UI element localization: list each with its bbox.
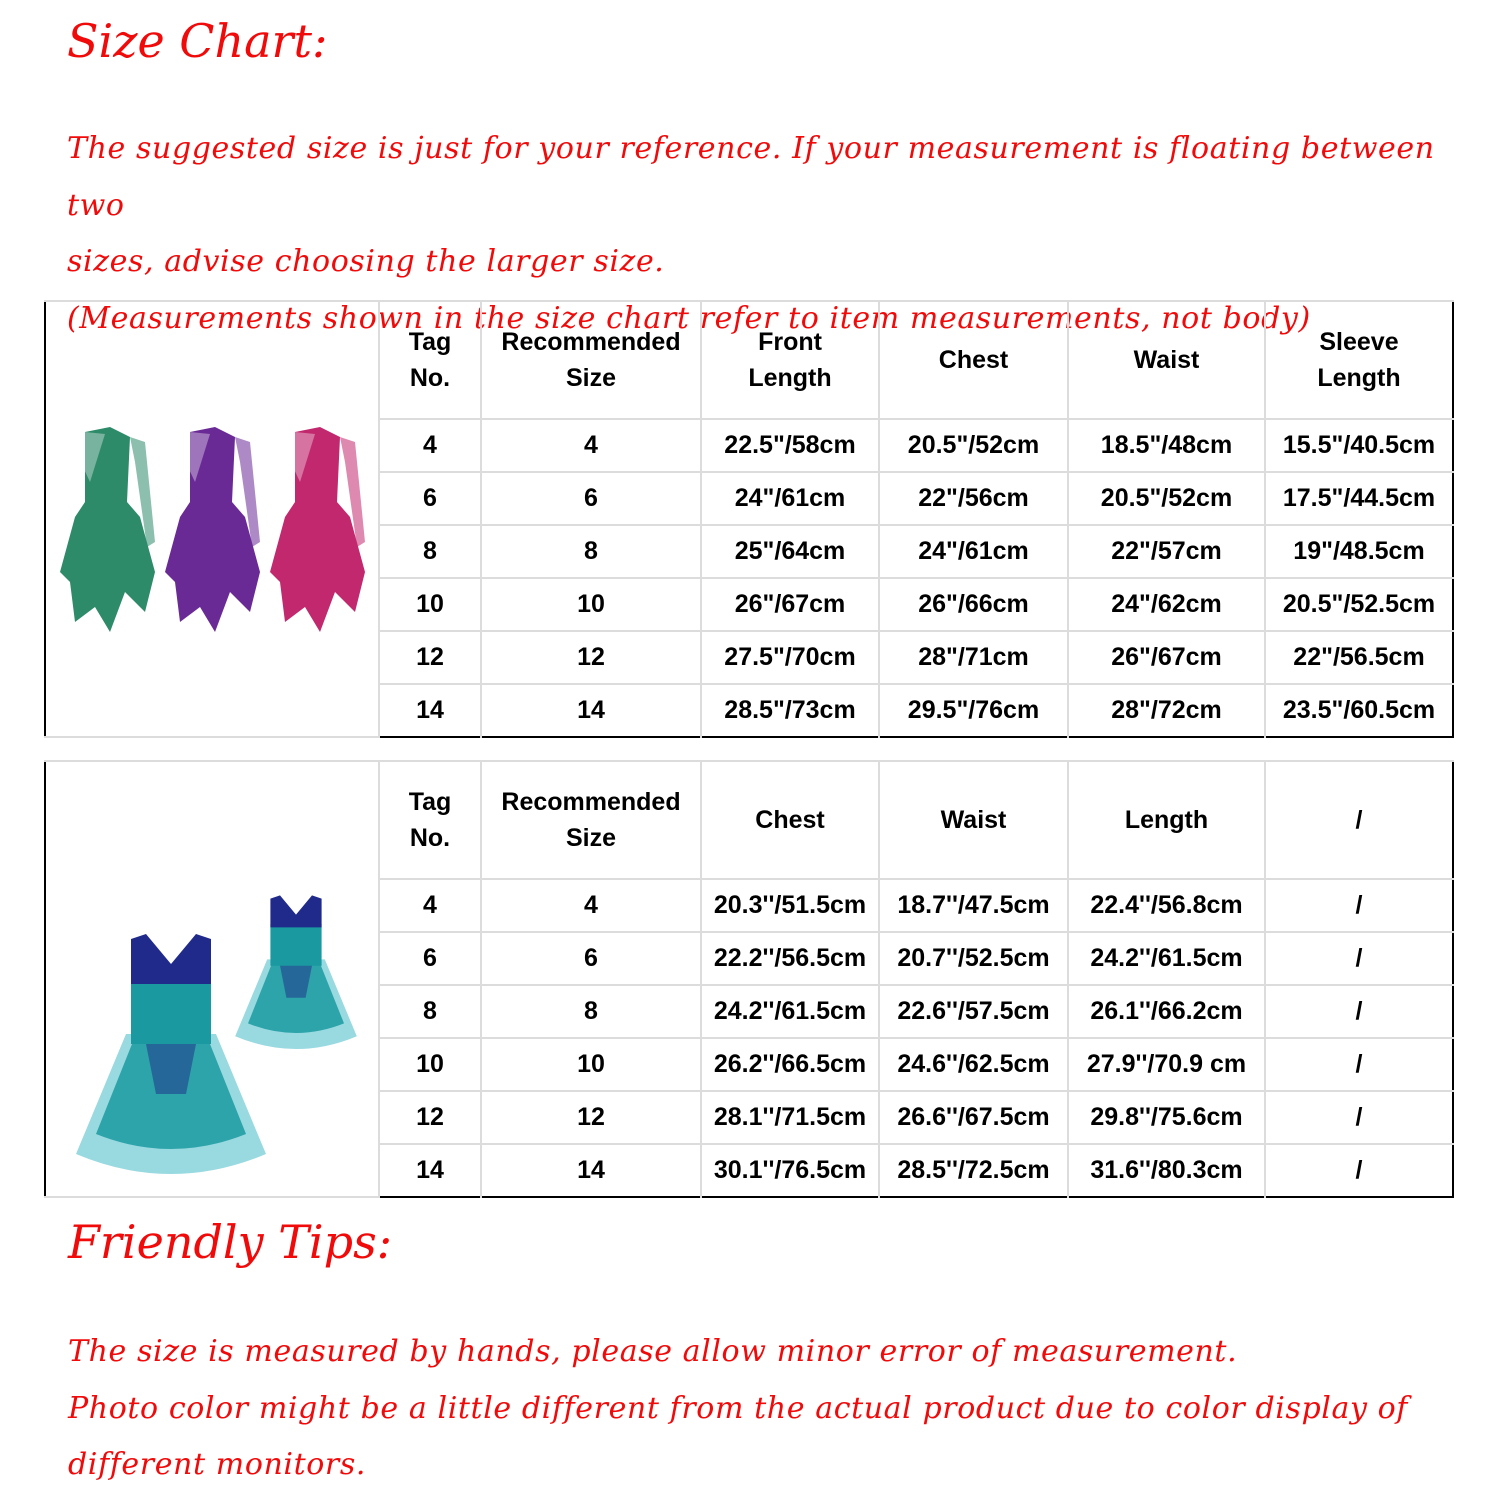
product-image-cell	[45, 301, 379, 737]
table-cell: 22.5"/58cm	[701, 419, 879, 472]
table-cell: 26.1''/66.2cm	[1068, 985, 1265, 1038]
table-cell: 4	[379, 419, 481, 472]
header-line: Waist	[940, 806, 1007, 834]
table-cell: 6	[379, 472, 481, 525]
table-cell: 12	[481, 631, 701, 684]
table-cell: /	[1265, 1091, 1453, 1144]
table-cell: 28"/71cm	[879, 631, 1068, 684]
table-cell: /	[1265, 985, 1453, 1038]
tips-text	[68, 1324, 1408, 1494]
column-header	[879, 761, 1068, 879]
column-header	[701, 761, 879, 879]
table-cell: 22"/57cm	[1068, 525, 1265, 578]
column-header	[1265, 761, 1453, 879]
table-cell: 26"/66cm	[879, 578, 1068, 631]
table-cell: 30.1''/76.5cm	[701, 1144, 879, 1197]
table-cell: /	[1265, 879, 1453, 932]
table-cell: 20.5"/52.5cm	[1265, 578, 1453, 631]
table-cell: 20.7''/52.5cm	[879, 932, 1068, 985]
page-title: Size Chart:	[67, 14, 328, 68]
header-line: Chest	[755, 806, 825, 834]
table-cell: 25"/64cm	[701, 525, 879, 578]
table-cell: 29.5"/76cm	[879, 684, 1068, 737]
header-line: Size	[565, 364, 617, 392]
column-header	[481, 761, 701, 879]
tip-line: Photo color might be a little different from the actual product due to color display of	[68, 1390, 1409, 1426]
table-cell: 6	[481, 932, 701, 985]
table-cell: 17.5"/44.5cm	[1265, 472, 1453, 525]
table-cell: 28"/72cm	[1068, 684, 1265, 737]
table-cell: 8	[379, 525, 481, 578]
header-line: Length	[1124, 806, 1209, 834]
table-cell: 20.5"/52cm	[879, 419, 1068, 472]
column-header	[1265, 301, 1453, 419]
size-table-1	[44, 300, 1454, 738]
dress-image	[56, 924, 286, 1174]
table-cell: 22.2''/56.5cm	[701, 932, 879, 985]
dress-image	[55, 422, 160, 637]
table-cell: 28.5''/72.5cm	[879, 1144, 1068, 1197]
table-cell: 24"/61cm	[701, 472, 879, 525]
column-header	[879, 301, 1068, 419]
table-cell: 27.9''/70.9 cm	[1068, 1038, 1265, 1091]
dress-photos	[46, 829, 378, 1129]
header-line: Recommended	[501, 788, 681, 816]
column-header	[701, 301, 879, 419]
table-cell: 24.6''/62.5cm	[879, 1038, 1068, 1091]
dress-image	[265, 422, 370, 637]
table-cell: 12	[481, 1091, 701, 1144]
header-line: Tag	[408, 328, 452, 356]
table-cell: 26.2''/66.5cm	[701, 1038, 879, 1091]
table-cell: 22"/56.5cm	[1265, 631, 1453, 684]
table-cell: 12	[379, 1091, 481, 1144]
table-cell: 31.6''/80.3cm	[1068, 1144, 1265, 1197]
table-cell: 26.6''/67.5cm	[879, 1091, 1068, 1144]
table-cell: 10	[379, 1038, 481, 1091]
column-header	[1068, 761, 1265, 879]
header-row	[45, 761, 1453, 879]
table-cell: 14	[481, 684, 701, 737]
header-line: Length	[1317, 364, 1401, 392]
table-cell: 6	[481, 472, 701, 525]
header-line: No.	[409, 364, 451, 392]
intro-line: The suggested size is just for your reference. If your measurement is floating between two	[67, 131, 1435, 223]
table-cell: 22"/56cm	[879, 472, 1068, 525]
table-cell: 24"/61cm	[879, 525, 1068, 578]
product-image-cell	[45, 761, 379, 1197]
intro-line: (Measurements shown in the size chart refer to item measurements, not body)	[67, 300, 1311, 336]
table-cell: 26"/67cm	[701, 578, 879, 631]
table-cell: 28.5"/73cm	[701, 684, 879, 737]
header-line: Front	[758, 328, 822, 356]
table-cell: 8	[481, 985, 701, 1038]
tips-title: Friendly Tips:	[68, 1215, 393, 1269]
table-cell: /	[1265, 1038, 1453, 1091]
table-cell: 4	[481, 419, 701, 472]
table-cell: 20.3''/51.5cm	[701, 879, 879, 932]
table-cell: 12	[379, 631, 481, 684]
table-cell: 4	[379, 879, 481, 932]
table-cell: 10	[481, 578, 701, 631]
column-header	[1068, 301, 1265, 419]
table-cell: 20.5"/52cm	[1068, 472, 1265, 525]
table-cell: 8	[481, 525, 701, 578]
header-line: Recommended	[501, 328, 681, 356]
table-cell: 14	[379, 684, 481, 737]
header-row	[45, 301, 1453, 419]
table-cell: 14	[379, 1144, 481, 1197]
table-cell: 28.1''/71.5cm	[701, 1091, 879, 1144]
table-cell: 8	[379, 985, 481, 1038]
header-line: Length	[748, 364, 832, 392]
table-cell: 24.2''/61.5cm	[1068, 932, 1265, 985]
table-cell: 14	[481, 1144, 701, 1197]
table-cell: 22.6''/57.5cm	[879, 985, 1068, 1038]
table-cell: /	[1265, 1144, 1453, 1197]
header-line: Tag	[408, 788, 452, 816]
intro-line: sizes, advise choosing the larger size.	[67, 244, 665, 279]
table-cell: 22.4''/56.8cm	[1068, 879, 1265, 932]
header-line: /	[1355, 806, 1363, 834]
header-line: Chest	[938, 346, 1009, 374]
table-cell: 10	[481, 1038, 701, 1091]
tip-line: The size is measured by hands, please allow minor error of measurement.	[68, 1334, 1238, 1369]
size-table-2	[44, 760, 1454, 1198]
header-line: Sleeve	[1319, 328, 1399, 356]
dress-image	[160, 422, 265, 637]
table-cell: 18.5"/48cm	[1068, 419, 1265, 472]
tip-line: different monitors.	[68, 1447, 366, 1482]
header-line: No.	[409, 824, 451, 852]
header-line: Waist	[1133, 346, 1200, 374]
table-cell: 24.2''/61.5cm	[701, 985, 879, 1038]
table-cell: 23.5"/60.5cm	[1265, 684, 1453, 737]
table-cell: 18.7''/47.5cm	[879, 879, 1068, 932]
table-cell: 6	[379, 932, 481, 985]
table-cell: 26"/67cm	[1068, 631, 1265, 684]
header-line: Size	[565, 824, 617, 852]
table-cell: 4	[481, 879, 701, 932]
column-header	[379, 301, 481, 419]
column-header	[379, 761, 481, 879]
table-cell: 15.5"/40.5cm	[1265, 419, 1453, 472]
table-cell: 10	[379, 578, 481, 631]
table-cell: 19"/48.5cm	[1265, 525, 1453, 578]
table-cell: /	[1265, 932, 1453, 985]
dress-photos	[46, 422, 378, 637]
table-cell: 27.5"/70cm	[701, 631, 879, 684]
table-cell: 24"/62cm	[1068, 578, 1265, 631]
table-cell: 29.8''/75.6cm	[1068, 1091, 1265, 1144]
column-header	[481, 301, 701, 419]
